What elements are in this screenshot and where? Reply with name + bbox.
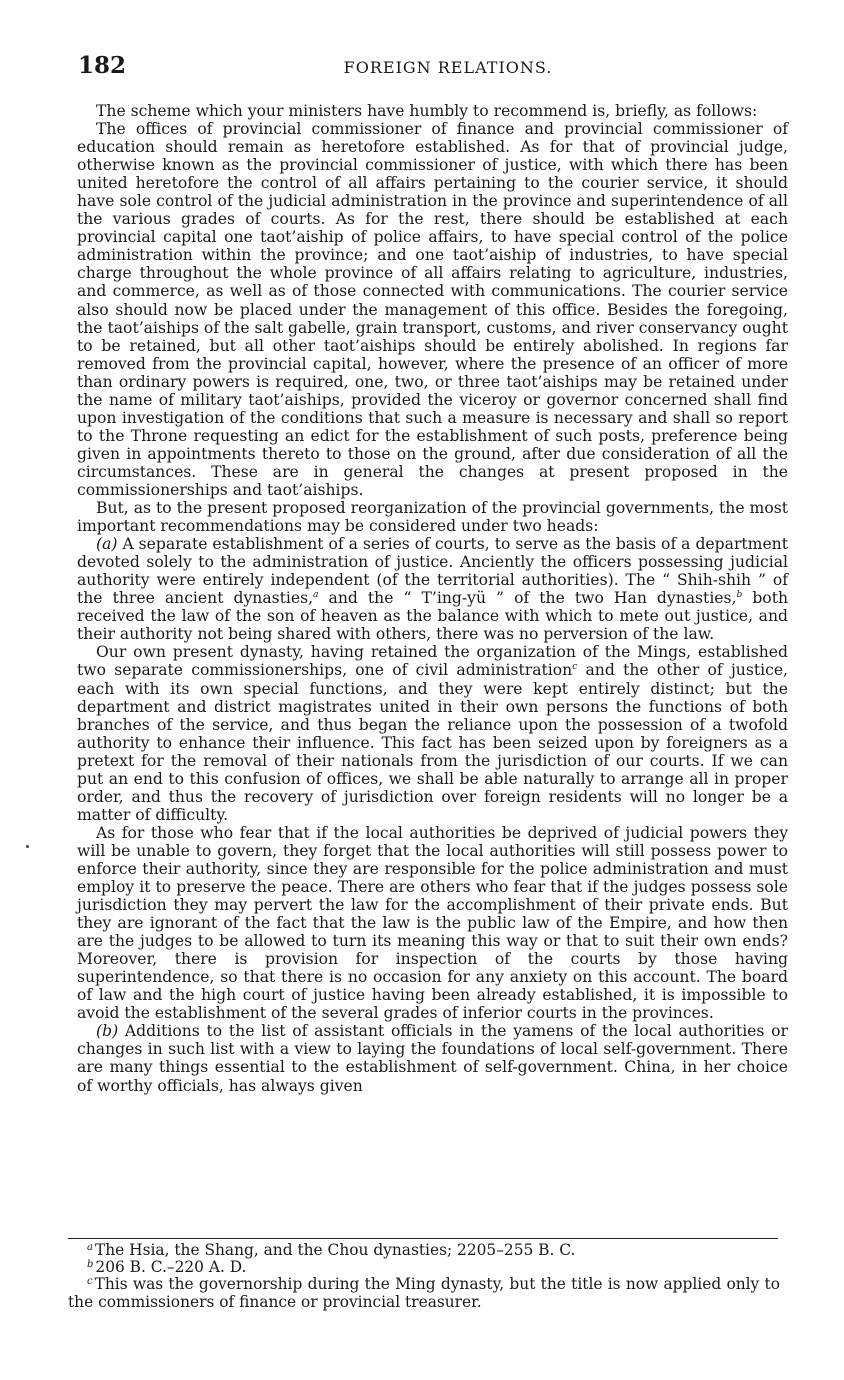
footnote-ref-c: c (572, 662, 578, 673)
document-body (77, 102, 788, 1095)
paragraph-5 (77, 643, 788, 823)
footnote-divider (68, 1238, 778, 1239)
footnotes (68, 1242, 780, 1311)
running-head: FOREIGN RELATIONS. (343, 58, 553, 77)
paragraph-2: The offices of provincial commissioner of finance and provincial commissioner of education should remain as heretofore established. As for that of provincial judge, otherwise known as the provincial commissioner of justice, with which there has been united heretofore the control of all affairs pertaining to the courier service, it should have sole control of the judicial administration in the province and superintendence of all the various grades of courts. As for the rest, there should be established at each provincial capital one taot’aiship of police affairs, to have special control of the police administration within the province; and one taot’aiship of industries, to have special charge throughout the whole province of all affairs relating to agriculture, industries, and commerce, as well as of those connected with communications. The courier service also should now be placed under the management of this office. Besides the foregoing, the taot’aiships of the salt gabelle, grain transport, customs, and river conservancy ought to be retained, but all other taot’aiships should be entirely abolished. In regions far removed from the provincial capital, however, where the presence of an officer of more than ordinary powers is required, one, two, or three taot’aiships may be retained under the name of military taot’aiships, provided the viceroy or governor concerned shall find upon investigation of the conditions that such a measure is necessary and shall so report to the Throne requesting an edict for the establishment of such posts, preference being given in appointments thereto to those on the ground, after due consideration of all the circumstances. These are in general the changes at present proposed in the commissionerships and taot’aiships. (77, 120, 788, 499)
paragraph-6: As for those who fear that if the local authorities be deprived of judicial powers they will be unable to govern, they forget that the local authorities will still possess power to enforce their authority, since they are responsible for the police administration and must employ it to preserve the peace. There are others who fear that if the judges possess sole jurisdiction they may pervert the law for the accomplishment of their private ends. But they are ignorant of the fact that the law is the public law of the Empire, and how then are the judges to be allowed to turn its meaning this way or that to suit their own ends? Moreover, there is provision for inspection of the courts by those having superintendence, so that there is no occasion for any anxiety on this account. The board of law and the high court of justice having been already established, it is impossible to avoid the establishment of the several grades of inferior courts in the provinces. (77, 823, 788, 1023)
paragraph-4-text-b: and the “ T’ing-yü ” of the two Han dynasties, (318, 589, 737, 608)
footnote-ref-b: b (736, 590, 743, 601)
paragraph-1: The scheme which your ministers have humbly to recommend is, briefly, as follows: (96, 102, 758, 120)
paragraph-7-text: Additions to the list of assistant officials in the yamens of the local authorities or changes in such list with a view to laying the foundations of local self-government. There are many things essential to the establishment of self-government. China, in her choice of worthy officials, has always given (77, 1022, 788, 1095)
item-label-b: (b) (96, 1022, 119, 1041)
footnote-a (68, 1242, 780, 1259)
item-label-a: (a) (96, 535, 118, 554)
footnote-mark-b: b (87, 1259, 94, 1271)
paragraph-4-text-a: A separate establishment of a series of courts, to serve as the basis of a department devoted solely to the administration of justice. Anciently the officers possessing judicial authority were entirely independent (of the territorial authorities). The “ Shih-shih ” of the three ancient dynasties, (77, 535, 788, 608)
footnote-ref-a: a (313, 590, 319, 601)
footnote-mark-a: a (87, 1242, 93, 1253)
paragraph-7 (77, 1022, 788, 1094)
paragraph-3: But, as to the present proposed reorganization of the provincial governments, the most important recommendations may be considered under two heads: (77, 499, 788, 536)
paragraph-4-text-c: both received the law of the son of heaven as the balance with which to mete out justice, and their authority not being shared with others, there was no perversion of the law. (77, 589, 788, 644)
paragraph-4 (77, 535, 788, 643)
footnote-b (68, 1259, 780, 1276)
page-number: 182 (78, 52, 127, 79)
footnote-text-a: The Hsia, the Shang, and the Chou dynasties; 2205–255 B. C. (94, 1241, 576, 1259)
page-header (78, 52, 788, 82)
paragraph-5-text-a: Our own present dynasty, having retained the organization of the Mings, established two separate commissionerships, one of civil administration (77, 643, 788, 680)
footnote-c (68, 1276, 780, 1310)
footnote-text-c: This was the governorship during the Ming dynasty, but the title is now applied only to the commissioners of finance or provincial treasurer. (68, 1275, 780, 1311)
footnote-text-b: 206 B. C.–220 A. D. (95, 1258, 247, 1277)
footnote-mark-c: c (87, 1276, 93, 1288)
scan-speck (26, 845, 29, 848)
paragraph-5-text-b: and the other of justice, each with its own special functions, and they were kept entirely distinct; but the department and district magistrates united in their own persons the functions of both branches of the service, and thus began the reliance upon the possession of a twofold authority to enhance their influence. This fact has been seized upon by foreigners as a pretext for the removal of their nationals from the jurisdiction of our courts. If we can put an end to this confusion of offices, we shall be able naturally to arrange all in proper order, and thus the recovery of jurisdiction over foreign residents will no longer be a matter of difficulty. (77, 661, 788, 824)
